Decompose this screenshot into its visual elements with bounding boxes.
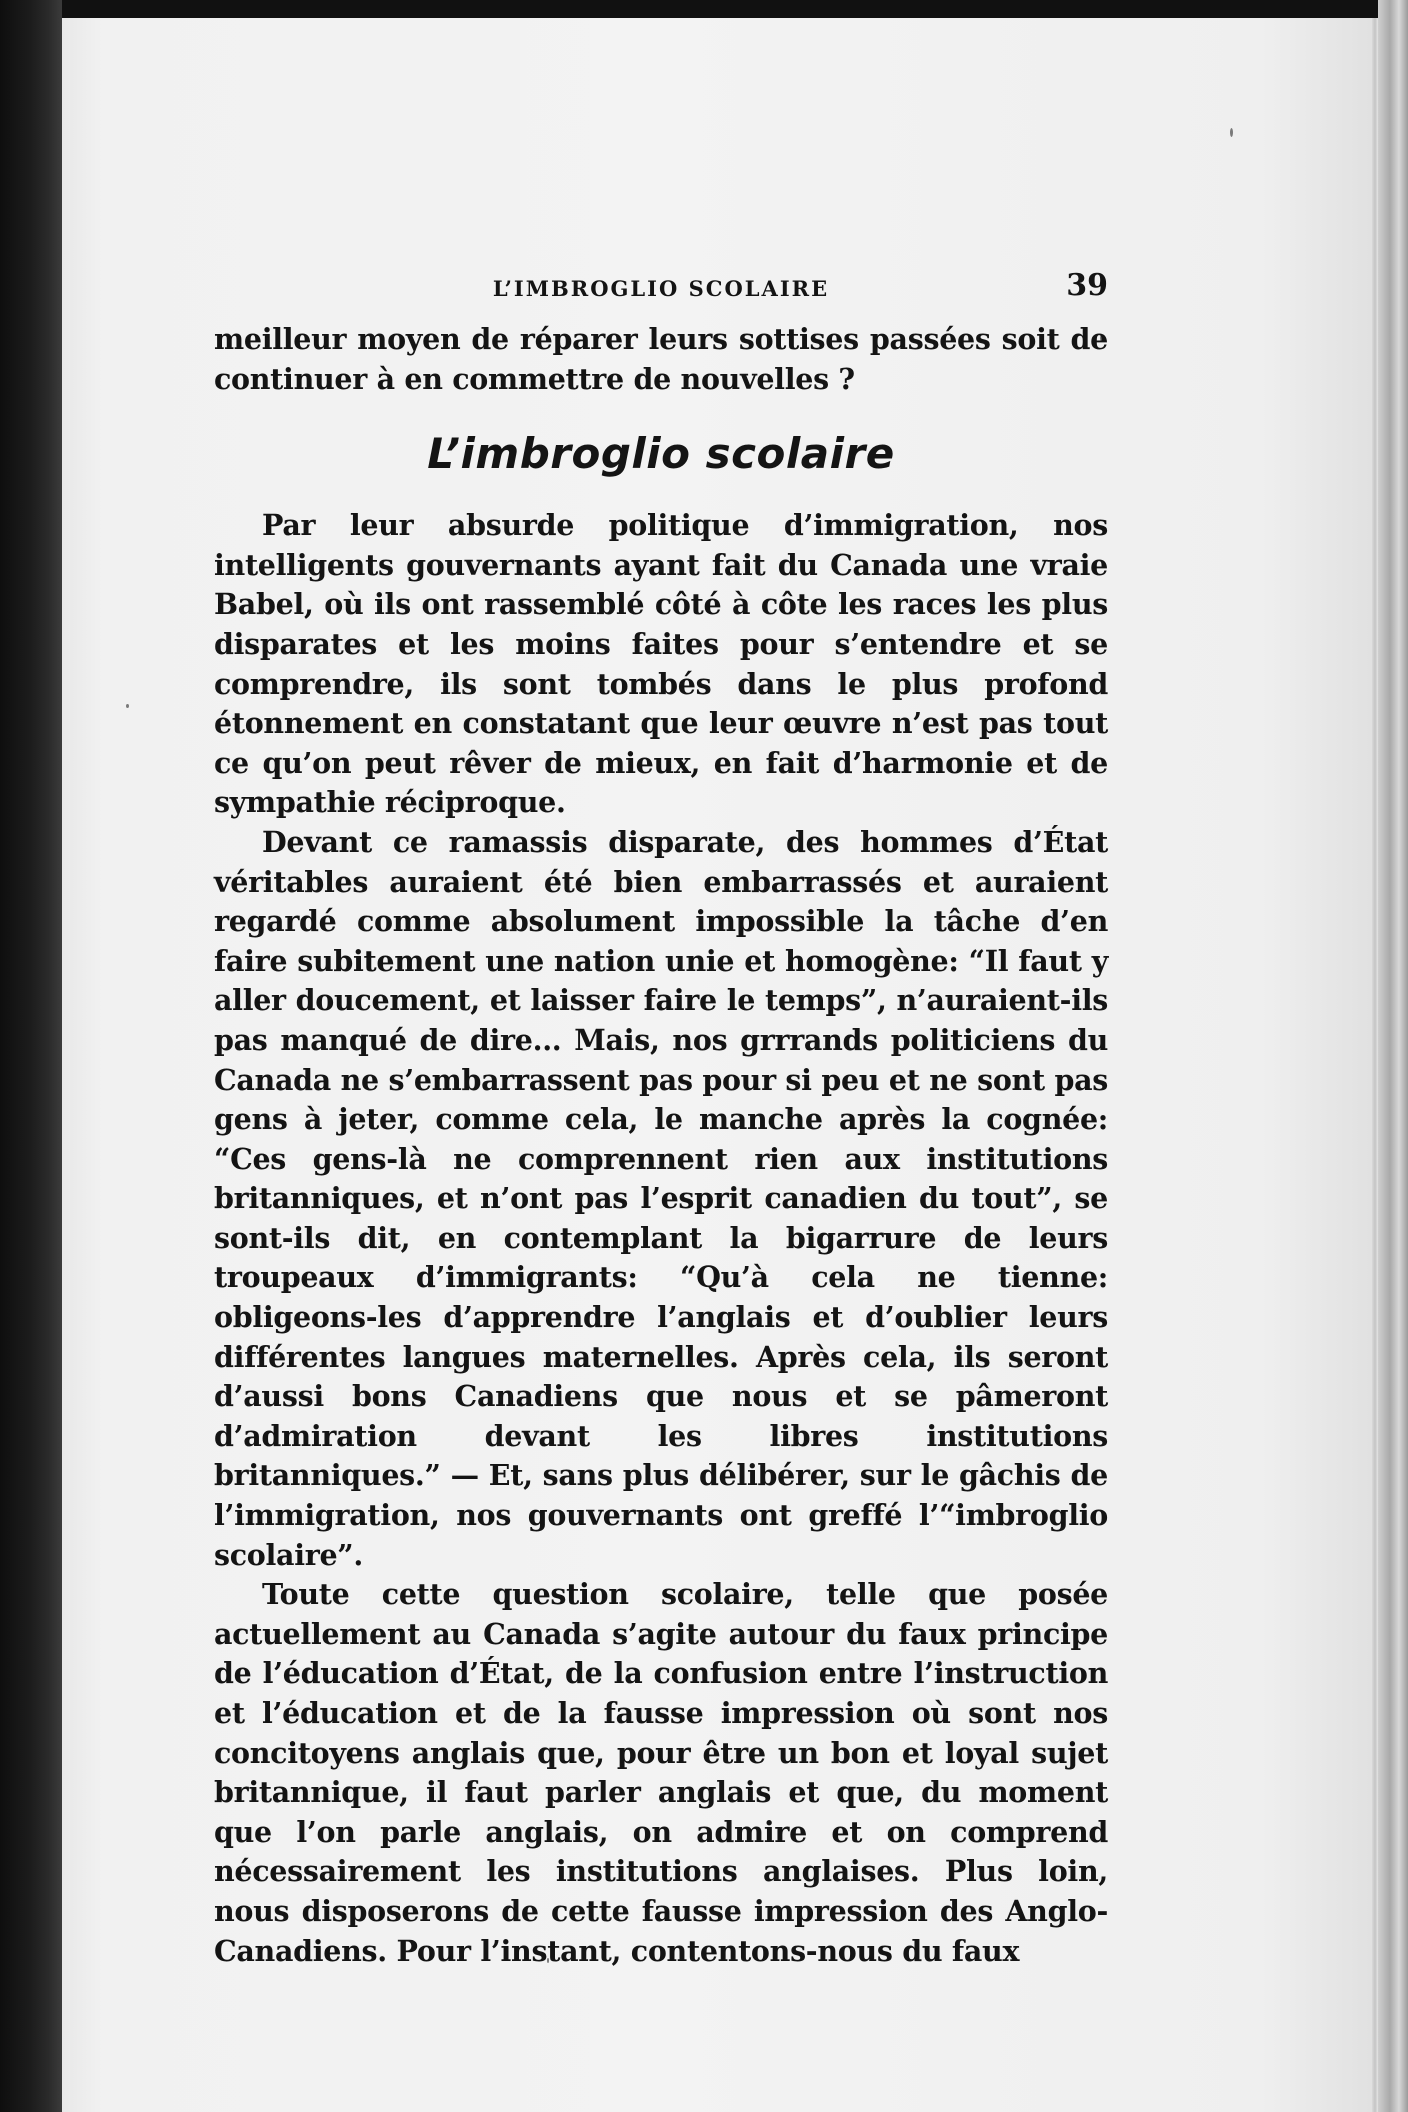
opening-paragraph: meilleur moyen de réparer leurs sottises passées soit de continuer à en commettre de nouvelles ? xyxy=(214,322,1108,396)
section-heading: L’imbroglio scolaire xyxy=(427,429,895,479)
paragraph-statesmen: Devant ce ramassis disparate, des hommes d’État véritables auraient été bien embarrassés et auraient regardé comme absolument impossible la tâche d’en faire subitement une nation unie et homogène: “Il faut y aller doucement, et laisser faire le temps”, n’auraient-ils pas manqué de dire... Mais, nos grrrands politiciens du Canada ne s’embarrassent pas pour si peu et ne sont pas gens à jeter, comme cela, le manche après la cognée: “Ces gens-là ne comprennent rien aux institutions britanniques, et n’ont pas l’esprit canadien du tout”, se sont-ils dit, en contemplant la bigarrure de leurs troupeaux d’immigrants: “Qu’à cela ne tienne: obligeons-les d’apprendre l’anglais et d’oublier leurs différentes langues maternelles. Après cela, ils seront d’aussi bons Canadiens que nous et se pâmeront d’admiration devant les libres institutions britanniques.” — Et, sans plus délibérer, sur le gâchis de l’immigration, nos gouvernants ont greffé l’“imbroglio scolaire”. xyxy=(214,824,1108,1572)
body-text xyxy=(214,320,1108,1971)
page-number: 39 xyxy=(1066,268,1108,303)
page-content xyxy=(214,268,1108,1971)
running-head xyxy=(214,268,1108,312)
stacked-pages-edge xyxy=(1378,0,1408,2112)
dust-speck xyxy=(126,704,129,708)
running-title: L’IMBROGLIO SCOLAIRE xyxy=(492,276,830,301)
dust-speck xyxy=(1230,128,1233,137)
paragraph-immigration: Par leur absurde politique d’immigration, nos intelligents gouvernants ayant fait du Canada une vraie Babel, où ils ont rassemblé côté à côte les races les plus disparates et les moins faites pour s’entendre et se comprendre, ils sont tombés dans le plus profond étonnement en constatant que leur œuvre n’est pas tout ce qu’on peut rêver de mieux, en fait d’harmonie et de sympathie réciproque. xyxy=(214,508,1108,820)
scan-top-edge xyxy=(0,0,1408,18)
book-binding-shadow xyxy=(0,0,62,2112)
paragraph-school-question: Toute cette question scolaire, telle que posée actuellement au Canada s’agite autour du faux principe de l’éducation d’État, de la confusion entre l’instruction et l’éducation et de la fausse impression où sont nos concitoyens anglais que, pour être un bon et loyal sujet britannique, il faut parler anglais et que, du moment que l’on parle anglais, on admire et on comprend nécessairement les institutions anglaises. Plus loin, nous disposerons de cette fausse impression des Anglo-Canadiens. Pour l’instant, contentons-nous du faux xyxy=(214,1577,1108,1968)
